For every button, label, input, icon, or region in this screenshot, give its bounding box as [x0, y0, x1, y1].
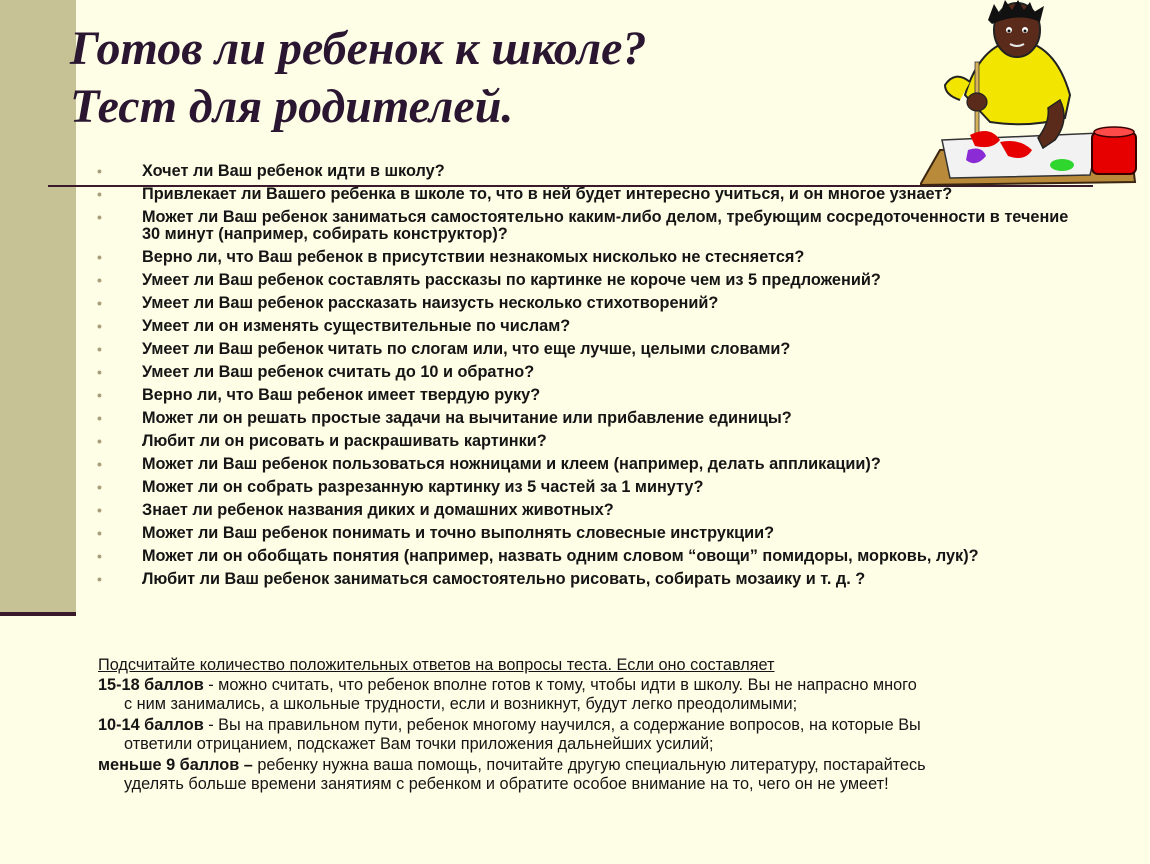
score-level-medium: 10-14 баллов - Вы на правильном пути, ребенок многому научился, а содержание вопросов, на которые Вы ответили отрицанием, подскажет Вам точки приложения дальнейших усилий; [98, 716, 921, 753]
list-item: • Может ли Ваш ребенок пользоваться ножницами и клеем (например, делать аппликации)? [97, 455, 881, 473]
bullet-icon: • [97, 387, 102, 403]
list-item: • Может ли Ваш ребенок заниматься самостоятельно каким-либо делом, требующим сосредоточенности в течение 30 минут (например, собирать конструктор)? [97, 208, 1069, 243]
list-item: • Привлекает ли Вашего ребенка в школе то, что в ней будет интересно учиться, и он многое узнает? [97, 185, 953, 203]
list-item: • Умеет ли Ваш ребенок считать до 10 и обратно? [97, 363, 535, 381]
sidebar-divider [0, 612, 76, 616]
list-item: • Может ли он собрать разрезанную картинку из 5 частей за 1 минуту? [97, 478, 704, 496]
bullet-icon: • [97, 295, 102, 311]
scoring-intro: Подсчитайте количество положительных ответов на вопросы теста. Если оно составляет [98, 656, 775, 674]
bullet-icon: • [97, 502, 102, 518]
bullet-icon: • [97, 433, 102, 449]
bullet-icon: • [97, 318, 102, 334]
bullet-icon: • [97, 571, 102, 587]
list-item: • Может ли он решать простые задачи на вычитание или прибавление единицы? [97, 409, 792, 427]
bullet-icon: • [97, 209, 102, 225]
score-level-high: 15-18 баллов - можно считать, что ребенок вполне готов к тому, чтобы идти в школу. Вы не напрасно много с ним занимались, а школьные трудности, если и возникнут, будут легко преодолимыми; [98, 676, 917, 713]
bullet-icon: • [97, 163, 102, 179]
list-item: • Любит ли Ваш ребенок заниматься самостоятельно рисовать, собирать мозаику и т. д. ? [97, 570, 866, 588]
score-range: меньше 9 баллов – [98, 756, 253, 774]
score-range: 10-14 баллов [98, 716, 204, 734]
list-item: • Умеет ли Ваш ребенок составлять рассказы по картинке не короче чем из 5 предложений? [97, 271, 881, 289]
decorative-sidebar [0, 0, 76, 612]
title-line-1: Готов ли ребенок к школе? [70, 22, 647, 75]
bullet-icon: • [97, 525, 102, 541]
list-item: • Знает ли ребенок названия диких и домашних животных? [97, 501, 614, 519]
bullet-icon: • [97, 249, 102, 265]
list-item: • Любит ли он рисовать и раскрашивать картинки? [97, 432, 547, 450]
score-level-low: меньше 9 баллов – ребенку нужна ваша помощь, почитайте другую специальную литературу, постарайтесь уделять больше времени занятиям с ребенком и обратите особое внимание на то, чего он не умеет! [98, 756, 926, 793]
bullet-icon: • [97, 410, 102, 426]
list-item: • Верно ли, что Ваш ребенок в присутствии незнакомых нисколько не стесняется? [97, 248, 805, 266]
bullet-icon: • [97, 186, 102, 202]
bullet-icon: • [97, 479, 102, 495]
score-range: 15-18 баллов [98, 676, 204, 694]
list-item: • Умеет ли Ваш ребенок читать по слогам или, что еще лучше, целыми словами? [97, 340, 791, 358]
bullet-icon: • [97, 364, 102, 380]
list-item: • Может ли Ваш ребенок понимать и точно выполнять словесные инструкции? [97, 524, 775, 542]
title-line-2: Тест для родителей. [70, 80, 514, 133]
bullet-icon: • [97, 341, 102, 357]
list-item: • Хочет ли Ваш ребенок идти в школу? [97, 162, 445, 180]
bullet-icon: • [97, 456, 102, 472]
questions-list [97, 163, 1087, 594]
list-item: • Может ли он обобщать понятия (например, назвать одним словом “овощи” помидоры, морковь, лук)? [97, 547, 979, 565]
list-item: • Умеет ли он изменять существительные по числам? [97, 317, 571, 335]
bullet-icon: • [97, 548, 102, 564]
scoring-section [98, 656, 1088, 796]
page-title [70, 20, 646, 136]
bullet-icon: • [97, 272, 102, 288]
list-item: • Умеет ли Ваш ребенок рассказать наизусть несколько стихотворений? [97, 294, 719, 312]
list-item: • Верно ли, что Ваш ребенок имеет твердую руку? [97, 386, 541, 404]
